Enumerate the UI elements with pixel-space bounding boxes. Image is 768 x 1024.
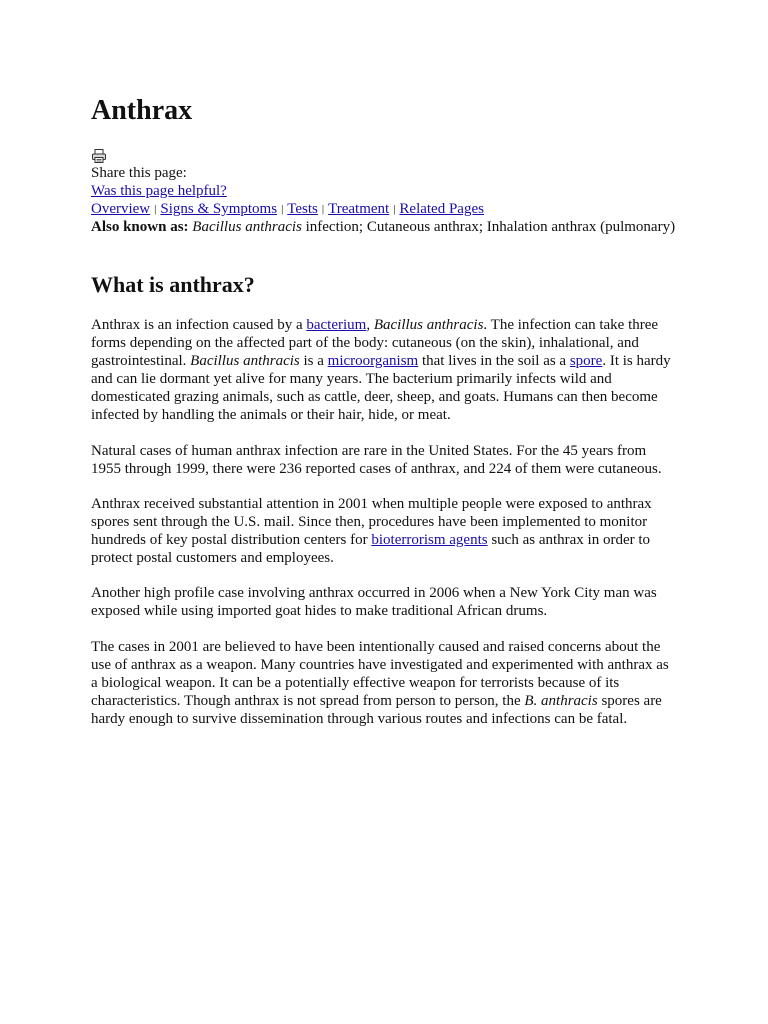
paragraph-1 xyxy=(91,316,691,424)
text-line: hundreds of key postal distribution centers for bioterrorism agents such as anthrax in order to xyxy=(91,532,651,548)
also-known-as xyxy=(91,218,675,236)
nav-separator: | xyxy=(393,203,396,215)
spore-link[interactable]: spore xyxy=(569,353,603,369)
paragraph-5 xyxy=(91,638,691,728)
nav-tests-link[interactable]: Tests xyxy=(287,201,318,217)
text-line: protect postal customers and employees. xyxy=(91,550,334,566)
nav-separator: | xyxy=(154,203,157,215)
bacterium-link[interactable]: bacterium xyxy=(306,317,367,333)
text-line: domesticated grazing animals, such as cattle, deer, sheep, and goats. Humans can then become xyxy=(91,389,658,405)
italic-term: Bacillus anthracis xyxy=(373,317,484,333)
nav-signs-symptoms-link[interactable]: Signs & Symptoms xyxy=(160,201,278,217)
also-known-as-term: Bacillus anthracis xyxy=(192,219,302,235)
text-line: gastrointestinal. Bacillus anthracis is a microorganism that lives in the soil as a spore. It is hardy xyxy=(91,353,671,369)
nav-overview-link[interactable]: Overview xyxy=(91,201,151,217)
italic-term: B. anthracis xyxy=(524,693,598,709)
text-line: hardy enough to survive dissemination through various routes and infections can be fatal. xyxy=(91,711,628,727)
also-known-as-rest: infection; Cutaneous anthrax; Inhalation anthrax (pulmonary) xyxy=(301,219,676,235)
paragraph-2 xyxy=(91,442,691,478)
nav-separator: | xyxy=(281,203,284,215)
text-line: Anthrax received substantial attention in 2001 when multiple people were exposed to anthrax xyxy=(91,496,652,512)
text-line: spores sent through the U.S. mail. Since then, procedures have been implemented to monitor xyxy=(91,514,648,530)
nav-related-pages-link[interactable]: Related Pages xyxy=(399,201,484,217)
text-line: a biological weapon. It can be a potentially effective weapon for terrorists because of its xyxy=(91,675,620,691)
paragraph-3 xyxy=(91,495,691,567)
text-line: The cases in 2001 are believed to have been intentionally caused and raised concerns about the xyxy=(91,639,661,655)
section-heading: What is anthrax? xyxy=(91,272,255,297)
section-nav xyxy=(91,200,484,219)
text-line: 1955 through 1999, there were 236 reported cases of anthrax, and 224 of them were cutaneous. xyxy=(91,461,662,477)
nav-treatment-link[interactable]: Treatment xyxy=(328,201,390,217)
text-line: forms depending on the affected part of the body: cutaneous (on the skin), inhalational, and xyxy=(91,335,639,351)
text-line: Natural cases of human anthrax infection are rare in the United States. For the 45 years from xyxy=(91,443,647,459)
microorganism-link[interactable]: microorganism xyxy=(327,353,419,369)
bioterrorism-agents-link[interactable]: bioterrorism agents xyxy=(371,532,488,548)
share-label: Share this page: xyxy=(91,165,187,181)
text-line: infected by handling the animals or their hair, hide, or meat. xyxy=(91,407,451,423)
text-line: Anthrax is an infection caused by a bacterium, Bacillus anthracis. The infection can take three xyxy=(91,317,659,333)
page-title: Anthrax xyxy=(91,95,193,126)
text-line: Another high profile case involving anthrax occurred in 2006 when a New York City man was xyxy=(91,585,657,601)
page-helpful-link[interactable]: Was this page helpful? xyxy=(91,183,227,199)
also-known-as-label: Also known as: xyxy=(91,219,189,235)
printer-icon[interactable] xyxy=(91,148,107,164)
text-line: characteristics. Though anthrax is not spread from person to person, the B. anthracis spores are xyxy=(91,693,662,709)
nav-separator: | xyxy=(321,203,325,215)
text-line: use of anthrax as a weapon. Many countries have investigated and experimented with anthrax as xyxy=(91,657,669,673)
paragraph-4 xyxy=(91,584,691,620)
text-line: exposed while using imported goat hides to make traditional African drums. xyxy=(91,603,548,619)
text-line: and can lie dormant yet alive for many years. The bacterium primarily infects wild and xyxy=(91,371,612,387)
italic-term: Bacillus anthracis xyxy=(190,353,300,369)
